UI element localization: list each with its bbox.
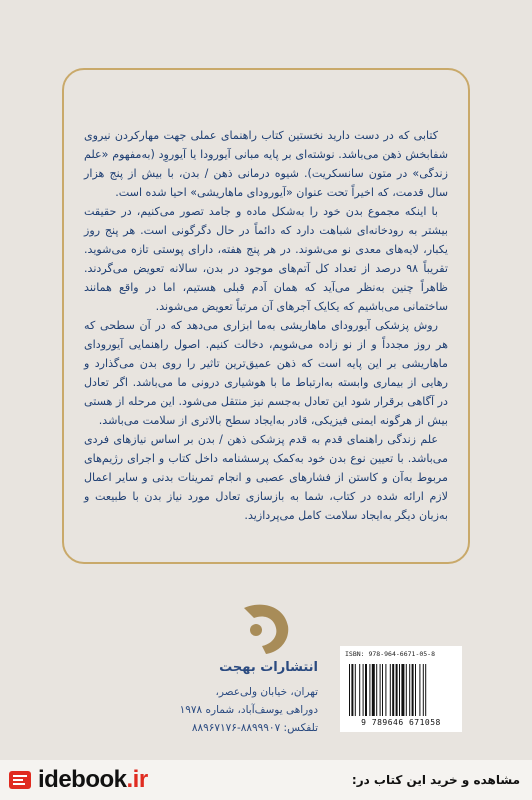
barcode-digits: 9 789646 671058	[361, 718, 441, 727]
back-cover-text	[84, 126, 448, 525]
isbn-label: ISBN: 978-964-6671-05-8	[345, 650, 436, 658]
paragraph-4: علم زندگی راهنمای قدم به قدم پزشکی ذهن / بدن بر اساس نیازهای فردی می‌باشد. با تعیین نوع بدن خود به‌کمک پرسشنامه داخل کتاب و اجرای رژیم‌های مربوط به‌آن و کاستن از فشارهای عصبی و انجام تمرینات بدنی و سایر اعمال لازم ارائه شده در کتاب، شما به بازسازی تعادل مورد نیاز بدن با طبیعت و به‌زبان دیگر به‌ایجاد سلامت کامل می‌پردازید.	[84, 433, 448, 522]
paragraph-3: روش پزشکی آیورودای ماهاریشی به‌ما ابزاری می‌دهد که در آن سطحی که هر روز مجدداً و از نو زاده می‌شویم، دخالت کنیم. اصول راهنمایی آیورودای ماهاریشی بر این پایه است که ذهن عمیق‌ترین تاثیر را روی بدن می‌گذارد و رهایی از بیماری وابسته به‌ارتباط ما با هوشیاری درونی ما می‌باشد. اگر تعادل در آگاهی برقرار شود این تعادل به‌جسم نیز منتقل می‌شود. این مرحله از هستی بیش از هرگونه ایمنی فیزیکی، قادر به‌ایجاد سطح بالاتری از سلامت می‌باشد.	[84, 319, 448, 427]
brand-name	[38, 766, 148, 794]
idebook-brand-link[interactable]	[6, 764, 148, 796]
book-icon	[6, 766, 34, 794]
isbn-barcode-box	[340, 646, 462, 732]
publisher-info	[168, 660, 318, 737]
brand-name-main: idebook	[38, 766, 127, 793]
publisher-logo-icon	[232, 600, 296, 656]
publisher-address-1: تهران، خیابان ولی‌عصر،	[215, 686, 318, 698]
publisher-phone: تلفکس: ۸۸۹۹۹۰۷-۸۸۹۶۷۱۷۶	[191, 722, 318, 734]
publisher-name: انتشارات بهجت	[219, 660, 318, 675]
brand-name-domain: .ir	[126, 766, 148, 793]
publisher-address-2: دوراهی یوسف‌آباد، شماره ۱۹۷۸	[179, 704, 318, 716]
footer-cta-text: مشاهده و خرید این کتاب در:	[351, 773, 520, 787]
paragraph-2: با اینکه مجموع بدن خود را به‌شکل ماده و جامد تصور می‌کنیم، در حقیقت بیشتر به رودخانه‌ای شباهت دارد که دائماً در حال دگرگونی است. هر پنج روز یکبار، لایه‌های معدی نو می‌شوند. در هر پنج هفته، دارای پوستی تازه می‌شوید. تقریباً ۹۸ درصد از تعداد کل آتم‌های موجود در بدن، سالانه تعویض می‌گردند. ظاهراً چنین به‌نظر می‌آید که همان آدم قبلی هستیم، اما در واقع همانند ساختمانی می‌باشیم که یکایک آجرهای آن مرتباً تعویض می‌شوند.	[84, 205, 448, 313]
barcode-icon	[348, 664, 454, 716]
paragraph-1: کتابی که در دست دارید نخستین کتاب راهنمای عملی جهت مهارکردن نیروی شفابخش ذهن می‌باشد. نوشته‌ای بر پایه مبانی آیورودا یا آیوروِد (به‌مفهوم «علم زندگی» در متون سانسکریت). شیوه درمانی ذهن / بدن، با بیش از پنج هزار سال قدمت، که اخیراً تحت عنوان «آیورودای ماهاریشی» احیا شده است.	[84, 129, 448, 199]
